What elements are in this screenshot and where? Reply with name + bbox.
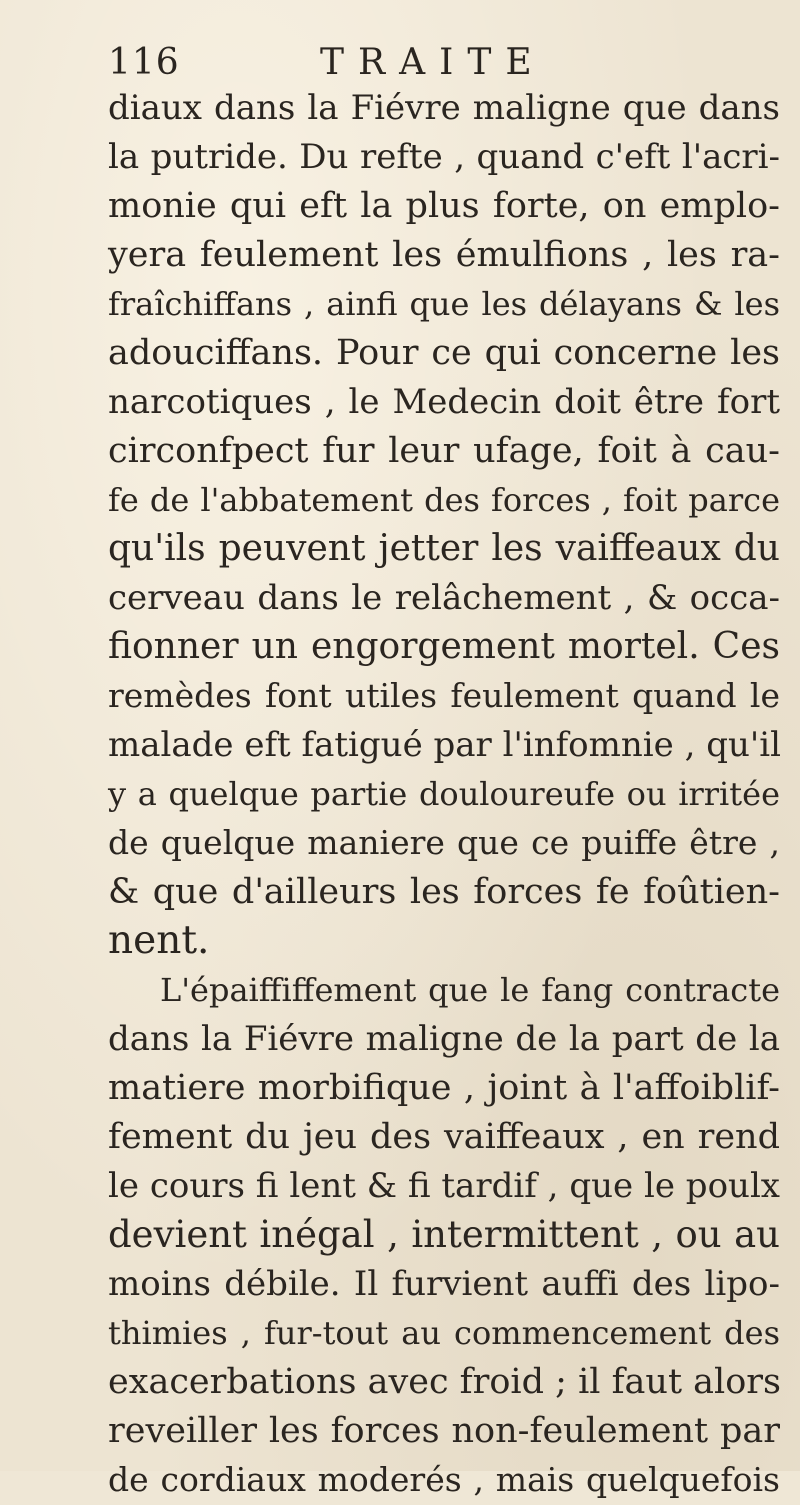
text-line: le cours fi lent & fi tardif , que le poulx — [108, 1166, 780, 1206]
text-line: matiere morbifique , joint à l'affoiblif- — [108, 1068, 780, 1108]
text-line: & que d'ailleurs les forces fe foûtien- — [108, 872, 780, 912]
page-number: 116 — [108, 42, 180, 83]
text-line: L'épaiffiffement que le fang contracte — [160, 971, 780, 1009]
text-line: cerveau dans le relâchement , & occa- — [108, 578, 780, 618]
text-line: reveiller les forces non-feulement par — [108, 1411, 780, 1451]
text-line: fraîchiffans , ainfi que les délayans & les — [108, 285, 780, 323]
text-line: y a quelque partie douloureufe ou irritée — [108, 775, 780, 813]
text-line: thimies , fur-tout au commencement des — [108, 1314, 780, 1352]
text-line: yera feulement les émulfions , les ra- — [108, 235, 780, 275]
page-header — [108, 38, 728, 88]
running-head: TRAITE — [320, 42, 546, 83]
text-line: remèdes font utiles feulement quand le — [108, 676, 780, 715]
text-line: devient inégal , intermittent , ou au — [108, 1213, 780, 1256]
text-line: exacerbations avec froid ; il faut alors — [108, 1362, 781, 1402]
text-line: moins débile. Il furvient auffi des lipo- — [108, 1264, 780, 1304]
text-line: monie qui eft la plus forte, on emplo- — [108, 186, 780, 226]
text-line: de cordiaux moderés , mais quelquefois — [108, 1460, 780, 1499]
text-line: fement du jeu des vaiffeaux , en rend — [108, 1117, 780, 1157]
text-line: fionner un engorgement mortel. Ces — [108, 626, 780, 667]
text-line: diaux dans la Fiévre maligne que dans — [108, 88, 780, 128]
text-line: la putride. Du refte , quand c'eft l'acri- — [108, 137, 780, 177]
text-line: de quelque maniere que ce puiffe être , — [108, 823, 780, 862]
text-line: qu'ils peuvent jetter les vaiffeaux du — [108, 528, 780, 569]
text-line: dans la Fiévre maligne de la part de la — [108, 1019, 780, 1059]
text-line: narcotiques , le Medecin doit être fort — [108, 382, 780, 422]
text-line: nent. — [108, 918, 210, 963]
text-line: malade eft fatigué par l'infomnie , qu'il — [108, 725, 781, 765]
text-line: fe de l'abbatement des forces , foit parce — [108, 481, 780, 519]
text-line: adouciffans. Pour ce qui concerne les — [108, 333, 780, 373]
text-line: circonfpect fur leur ufage, foit à cau- — [108, 431, 780, 471]
